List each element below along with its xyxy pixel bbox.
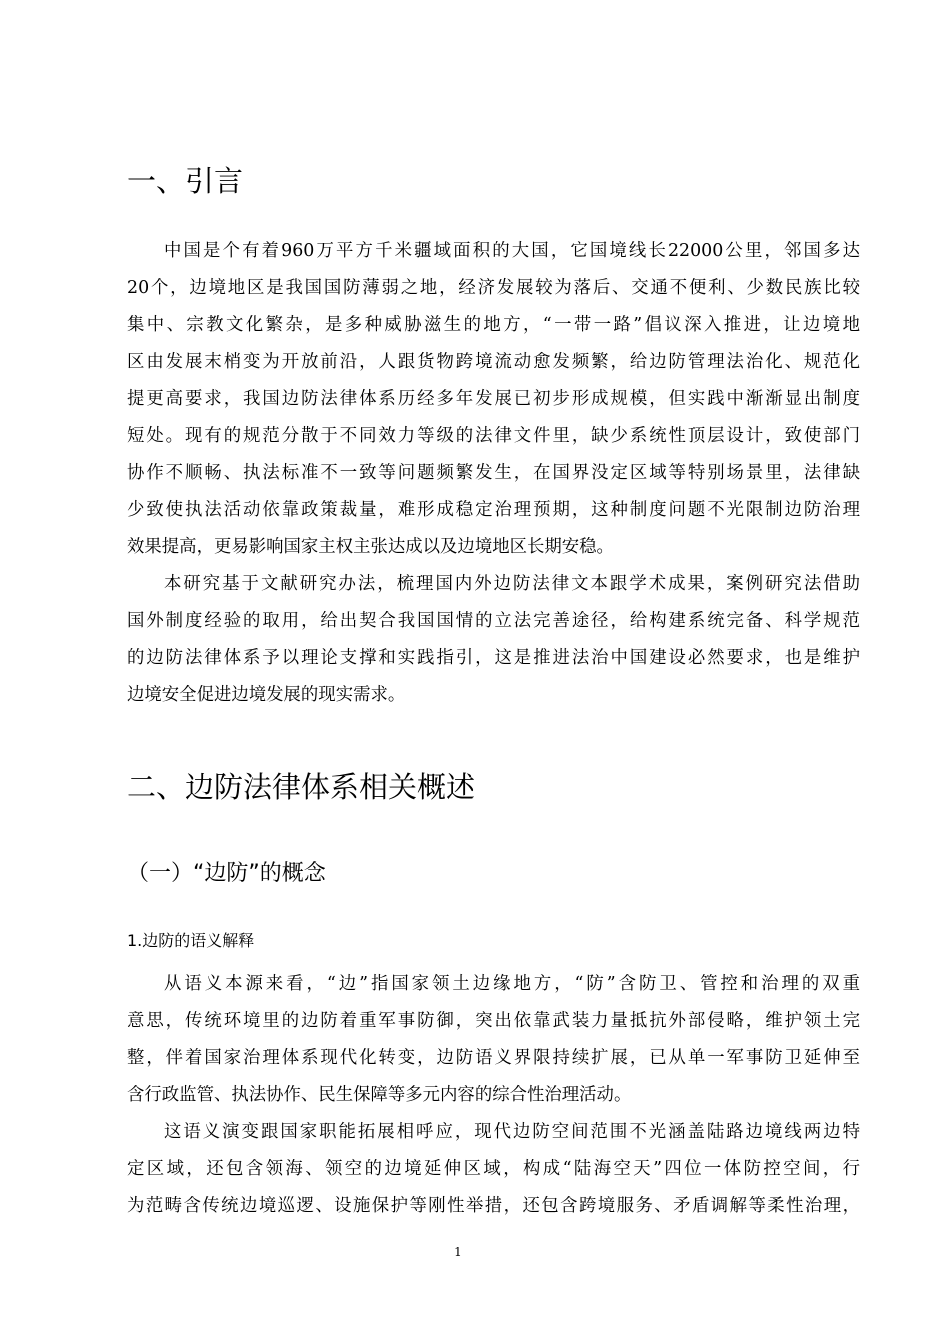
text-line: 国外制度经验的取用，给出契合我国国情的立法完善途径，给构建系统完备、科学规范 <box>127 611 860 631</box>
text-line: 的边防法律体系予以理论支撑和实践指引，这是推进法治中国建设必然要求，也是维护 <box>127 648 860 668</box>
text-line: 边境安全促进边境发展的现实需求。 <box>127 685 406 705</box>
paragraph-concept-2 <box>127 1114 860 1225</box>
text-line: 这语义演变跟国家职能拓展相呼应，现代边防空间范围不光涵盖陆路边境线两边特 <box>164 1122 860 1142</box>
text-line: 集中、宗教文化繁杂，是多种威胁滋生的地方，“一带一路”倡议深入推进，让边境地 <box>127 315 860 335</box>
page-number: 1 <box>454 1245 462 1259</box>
section-heading-border-law-overview: 二、边防法律体系相关概述 <box>127 770 476 804</box>
text-line: 提更高要求，我国边防法律体系历经多年发展已初步形成规模，但实践中渐渐显出制度 <box>127 389 860 409</box>
section-heading-introduction: 一、引言 <box>127 164 244 198</box>
text-line: 中国是个有着960万平方千米疆域面积的大国，它国境线长22000公里，邻国多达 <box>164 241 860 261</box>
text-line: 从语义本源来看，“边”指国家领土边缘地方，“防”含防卫、管控和治理的双重 <box>164 974 860 994</box>
text-line: 效果提高，更易影响国家主权主张达成以及边境地区长期安稳。 <box>127 537 614 557</box>
paragraph-introduction-1 <box>127 233 860 566</box>
text-line: 少致使执法活动依靠政策裁量，难形成稳定治理预期，这种制度问题不光限制边防治理 <box>127 500 860 520</box>
text-line: 本研究基于文献研究办法，梳理国内外边防法律文本跟学术成果，案例研究法借助 <box>164 574 860 594</box>
paragraph-introduction-2 <box>127 566 860 714</box>
subsubsection-heading-semantic-explanation: 1.边防的语义解释 <box>127 931 255 950</box>
text-line: 短处。现有的规范分散于不同效力等级的法律文件里，缺少系统性顶层设计，致使部门 <box>127 426 860 446</box>
text-line: 20个，边境地区是我国国防薄弱之地，经济发展较为落后、交通不便利、少数民族比较 <box>127 278 860 298</box>
text-line: 整，伴着国家治理体系现代化转变，边防语义界限持续扩展，已从单一军事防卫延伸至 <box>127 1048 860 1068</box>
paragraph-concept-1 <box>127 966 860 1114</box>
subsection-heading-border-concept: （一）“边防”的概念 <box>127 861 326 886</box>
text-line: 区由发展末梢变为开放前沿，人跟货物跨境流动愈发频繁，给边防管理法治化、规范化 <box>127 352 860 372</box>
text-line: 意思，传统环境里的边防着重军事防御，突出依靠武装力量抵抗外部侵略，维护领土完 <box>127 1011 860 1031</box>
text-line: 为范畴含传统边境巡逻、设施保护等刚性举措，还包含跨境服务、矛盾调解等柔性治理， <box>127 1196 860 1216</box>
text-line: 含行政监管、执法协作、民生保障等多元内容的综合性治理活动。 <box>127 1085 632 1105</box>
text-line: 协作不顺畅、执法标准不一致等问题频繁发生，在国界没定区域等特别场景里，法律缺 <box>127 463 860 483</box>
text-line: 定区域，还包含领海、领空的边境延伸区域，构成“陆海空天”四位一体防控空间，行 <box>127 1159 860 1179</box>
